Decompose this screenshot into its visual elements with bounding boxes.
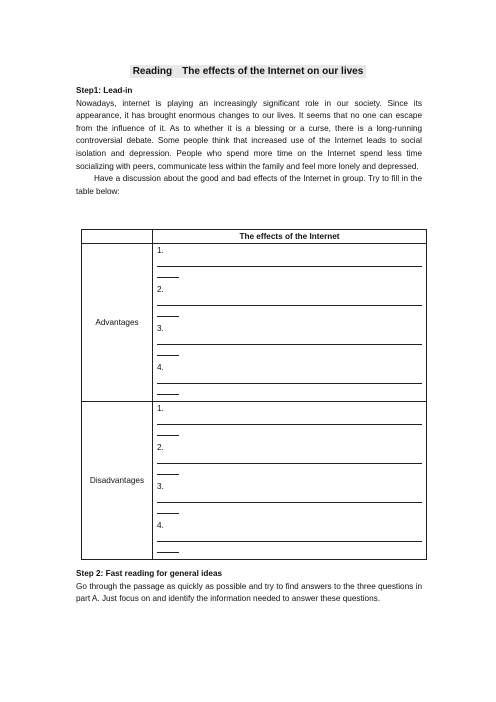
answer-item [157,481,422,520]
answer-item [157,442,422,481]
answer-blank-continued[interactable] [157,464,179,475]
answer-blank[interactable] [157,493,422,503]
item-number: 3. [157,324,164,333]
item-number: 1. [157,246,164,255]
step2-heading: Step 2: Fast reading for general ideas [76,569,223,578]
step2-section [76,568,422,606]
table-header: The effects of the Internet [153,230,427,244]
answer-blank-continued[interactable] [157,306,179,317]
item-number: 4. [157,521,164,530]
row-label-disadvantages: Disadvantages [82,402,153,560]
title-part1: Reading [132,66,173,77]
item-number: 1. [157,404,164,413]
step1-section [76,85,422,198]
answer-item [157,362,422,401]
answer-item [157,245,422,284]
answer-blank[interactable] [157,296,422,306]
answer-blank[interactable] [157,415,422,425]
answer-cell-advantages [153,244,427,402]
answer-blank-continued[interactable] [157,542,179,553]
page-title [0,66,496,77]
answer-blank-continued[interactable] [157,384,179,395]
answer-item [157,323,422,362]
step1-heading: Step1: Lead-in [76,86,133,95]
answer-cell-disadvantages [153,402,427,560]
answer-item [157,284,422,323]
step1-instruction: Have a discussion about the good and bad effects of the Internet in group. Try to fill in the table below: [76,174,422,196]
row-label-advantages: Advantages [82,244,153,402]
answer-blank[interactable] [157,335,422,345]
item-number: 2. [157,285,164,294]
answer-item [157,403,422,442]
item-number: 3. [157,482,164,491]
answer-blank-continued[interactable] [157,267,179,278]
effects-table [81,229,427,560]
answer-blank-continued[interactable] [157,425,179,436]
item-number: 2. [157,443,164,452]
answer-blank[interactable] [157,374,422,384]
table-row [82,402,427,560]
item-number: 4. [157,363,164,372]
answer-blank-continued[interactable] [157,503,179,514]
answer-blank[interactable] [157,532,422,542]
table-corner-cell [82,230,153,244]
answer-blank-continued[interactable] [157,345,179,356]
step1-paragraph: Nowadays, internet is playing an increasingly significant role in our society. Since its appearance, it has brought enormous changes to our lives. It seems that no one can escape from the influence of it. As to whether it is a blessing or a curse, there is a long-running controversial debate. Some people think that increased use of the Internet leads to social isolation and depression. People who spend more time on the Internet spend less time socializing with peers, communicate less within the family and feel more lonely and depressed. [76,98,422,171]
table-row [82,244,427,402]
answer-blank[interactable] [157,454,422,464]
step2-paragraph: Go through the passage as quickly as possible and try to find answers to the three questions in part A. Just focus on and identify the information needed to answer these questions. [76,581,422,604]
title-part2: The effects of the Internet on our lives [182,66,364,77]
answer-item [157,520,422,559]
answer-blank[interactable] [157,257,422,267]
